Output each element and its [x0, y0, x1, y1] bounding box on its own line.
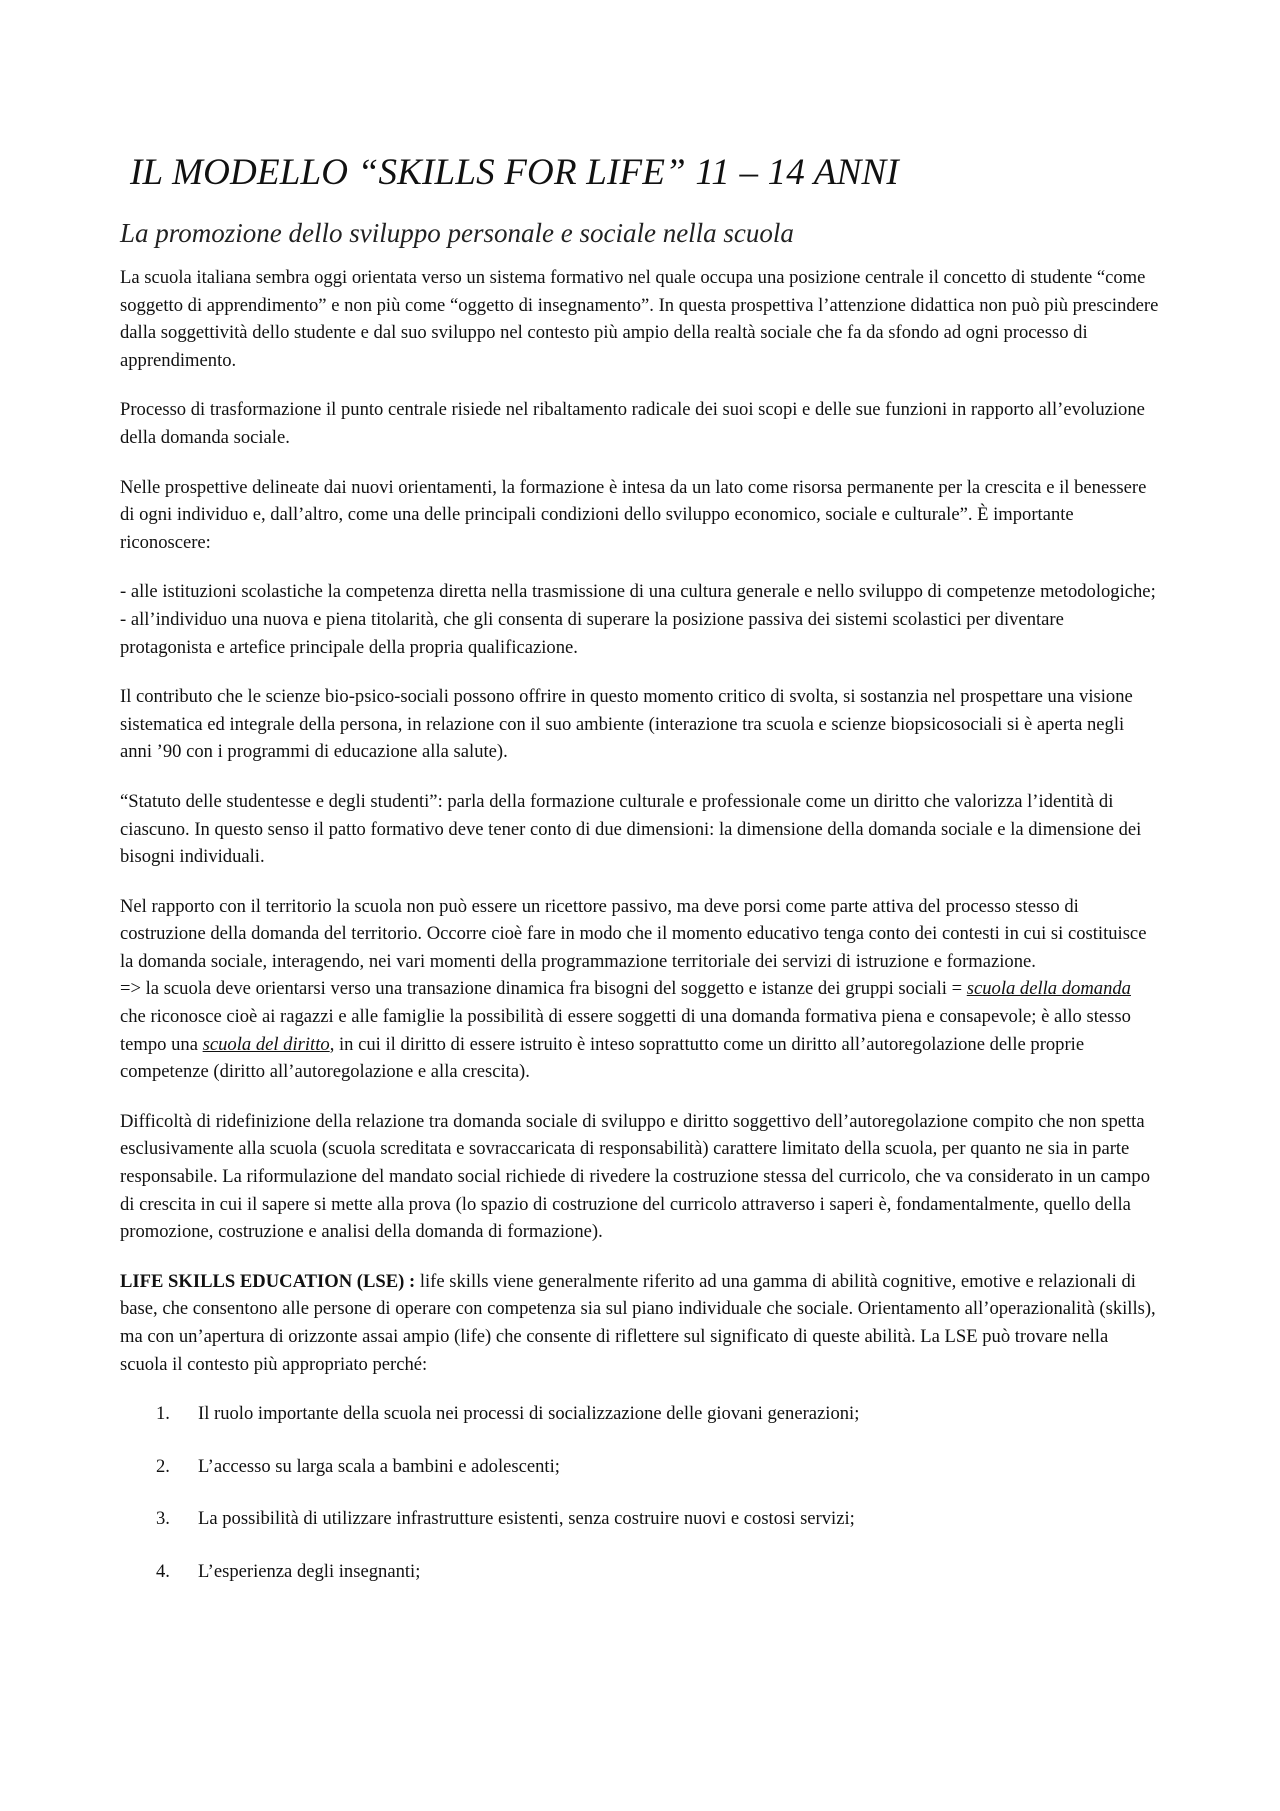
list-item-text: L’accesso su larga scala a bambini e adolescenti; [198, 1455, 560, 1477]
paragraph-transformation: Processo di trasformazione il punto centrale risiede nel ribaltamento radicale dei suoi scopi e delle sue funzioni in rapporto all’evoluzione della domanda sociale. [120, 399, 1145, 448]
list-item [156, 1558, 1160, 1586]
paragraph-difficulty: Difficoltà di ridefinizione della relazione tra domanda sociale di sviluppo e diritto soggettivo dell’autoregolazione compito che non spetta esclusivamente alla scuola (scuola screditata e sovraccaricata di responsabilità) carattere limitato della scuola, per quanto ne sia in parte responsabile. La riformulazione del mandato social richiede di rivedere la costruzione stessa del curricolo, che va considerato in un campo di crescita in cui il sapere si mette alla prova (lo spazio di costruzione del curricolo attraverso i saperi è, fondamentalmente, quello della promozione, costruzione e analisi della domanda di formazione). [120, 1110, 1151, 1243]
reasons-list [120, 1400, 1160, 1585]
list-item-number: 4. [156, 1560, 170, 1582]
list-item-number: 2. [156, 1455, 170, 1477]
list-item [156, 1505, 1160, 1533]
school-demand-end: , in cui il diritto di essere istruito è inteso soprattutto come un diritto all’autoregolazione delle proprie competenze (diritto all’autoregolazione e alla crescita). [120, 1033, 1085, 1083]
life-skills-heading: LIFE SKILLS EDUCATION (LSE) : [120, 1270, 416, 1292]
document-title: IL MODELLO “SKILLS FOR LIFE” 11 – 14 ANNI [130, 152, 899, 193]
document-page [120, 150, 1160, 1611]
list-item-text: La possibilità di utilizzare infrastrutture esistenti, senza costruire nuovi e costosi servizi; [198, 1508, 855, 1530]
paragraph-bio-psycho-social: Il contributo che le scienze bio-psico-sociali possono offrire in questo momento critico di svolta, si sostanzia nel prospettare una visione sistematica ed integrale della persona, in relazione con il suo ambiente (interazione tra scuola e scienze biopsicosociali si è aperta negli anni ’90 con i programmi di educazione alla salute). [120, 686, 1133, 763]
paragraph-school-demand [120, 975, 1160, 1085]
paragraph-statute: “Statuto delle studentesse e degli studenti”: parla della formazione culturale e professionale come un diritto che valorizza l’identità di ciascuno. In questo senso il patto formativo deve tener conto di due dimensioni: la dimensione della domanda sociale e la dimensione dei bisogni individuali. [120, 790, 1142, 868]
paragraph-intro: La scuola italiana sembra oggi orientata verso un sistema formativo nel quale occupa una posizione centrale il concetto di studente “come soggetto di apprendimento” e non più come “oggetto di insegnamento”. In questa prospettiva l’attenzione didattica non può più prescindere dalla soggettività dello studente e dal suo sviluppo nel contesto più ampio della realtà sociale che fa da sfondo ad ogni processo di apprendimento. [120, 267, 1159, 371]
term-scuola-della-domanda: scuola della domanda [966, 978, 1131, 1000]
list-item-text: Il ruolo importante della scuola nei processi di socializzazione delle giovani generazioni; [198, 1403, 860, 1425]
school-demand-intro: => la scuola deve orientarsi verso una transazione dinamica fra bisogni del soggetto e istanze dei gruppi sociali = [120, 978, 967, 1000]
paragraph-individual: - all’individuo una nuova e piena titolarità, che gli consenta di superare la posizione passiva dei sistemi scolastici per diventare protagonista e artefice principale della propria qualificazione. [120, 608, 1064, 658]
school-demand-middle: che riconosce cioè ai ragazzi e alle famiglie la possibilità di essere soggetti di una domanda formativa piena e consapevole; è allo stesso tempo una [120, 1006, 1131, 1055]
list-item-number: 1. [156, 1403, 170, 1425]
paragraph-life-skills [120, 1268, 1160, 1378]
paragraph-perspectives: Nelle prospettive delineate dai nuovi orientamenti, la formazione è intesa da un lato come risorsa permanente per la crescita e il benessere di ogni individuo e, dall’altro, come una delle principali condizioni dello sviluppo economico, sociale e culturale”. È importante riconoscere: [120, 476, 1147, 553]
paragraph-territory: Nel rapporto con il territorio la scuola non può essere un ricettore passivo, ma deve porsi come parte attiva del processo stesso di costruzione della domanda del territorio. Occorre cioè fare in modo che il momento educativo tenga conto dei contesti in cui si costituisce la domanda sociale, interagendo, nei vari momenti della programmazione territoriale dei servizi di istruzione e formazione. [120, 895, 1147, 972]
life-skills-text: life skills viene generalmente riferito ad una gamma di abilità cognitive, emotive e relazionali di base, che consentono alle persone di operare con competenza sia sul piano individuale che sociale. Orientamento all’operazionalità (skills), ma con un’apertura di orizzonte assai ampio (life) che consente di riflettere sul significato di queste abilità. La LSE può trovare nella scuola il contesto più appropriato perché: [120, 1270, 1156, 1375]
term-scuola-del-diritto: scuola del diritto [202, 1033, 330, 1055]
list-item-number: 3. [156, 1508, 170, 1530]
list-item [156, 1453, 1160, 1481]
list-item-text: L’esperienza degli insegnanti; [198, 1560, 421, 1582]
paragraph-institutions: - alle istituzioni scolastiche la competenza diretta nella trasmissione di una cultura generale e nello sviluppo di competenze metodologiche; [120, 581, 1156, 603]
document-subtitle: La promozione dello sviluppo personale e sociale nella scuola [120, 218, 794, 248]
list-item [156, 1400, 1160, 1428]
